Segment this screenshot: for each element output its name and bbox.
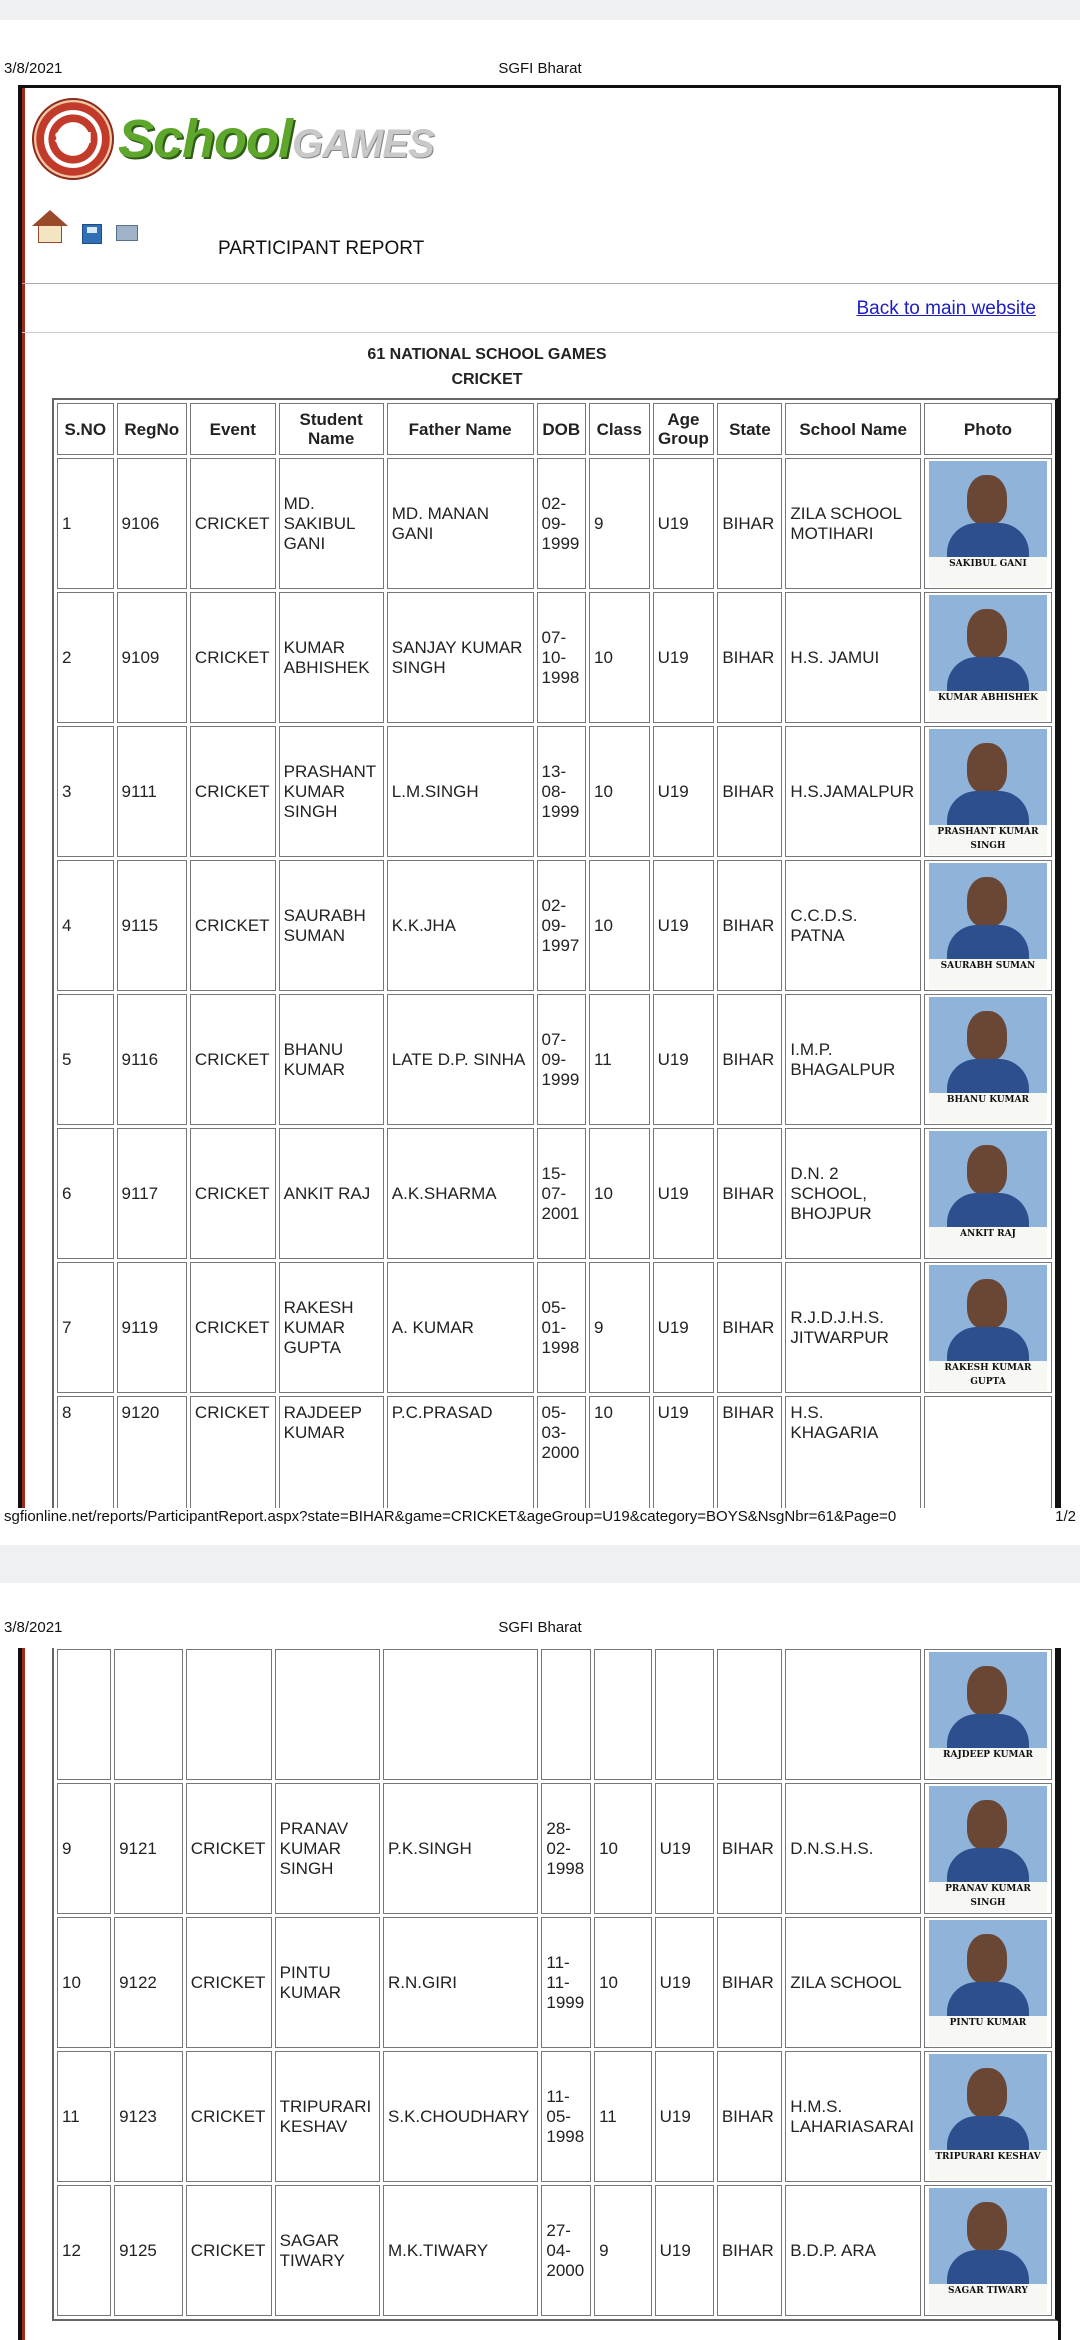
dob-cell: 11-05-1998 <box>541 2051 591 2182</box>
column-header: DOB <box>537 403 587 455</box>
father-name-cell: A. KUMAR <box>387 1262 534 1393</box>
dob-cell: 02-09-1999 <box>537 458 587 589</box>
report-frame <box>18 1648 1061 2340</box>
dob-cell: 13-08-1999 <box>537 726 587 857</box>
event-cell: CRICKET <box>190 994 276 1125</box>
photo-signature <box>929 1882 1047 1912</box>
sno-cell: 10 <box>57 1917 111 2048</box>
photo-cell <box>924 1262 1052 1393</box>
participant-photo <box>929 863 1047 989</box>
regno-cell: 9125 <box>114 2185 183 2316</box>
photo-caption: SAKIBUL GANI <box>949 558 1027 569</box>
age-group-cell: U19 <box>655 1917 714 2048</box>
photo-signature <box>929 2150 1047 2180</box>
school-name-cell: D.N. 2 SCHOOL, BHOJPUR <box>785 1128 920 1259</box>
table-row <box>57 2051 1052 2182</box>
column-header: Student Name <box>279 403 384 455</box>
state-cell: BIHAR <box>717 860 782 991</box>
father-name-cell: P.K.SINGH <box>383 1783 538 1914</box>
photo-cell <box>924 1649 1052 1780</box>
photo-signature <box>929 1227 1047 1257</box>
event-cell: CRICKET <box>190 860 276 991</box>
sno-cell: 6 <box>57 1128 114 1259</box>
age-group-cell: U19 <box>653 592 715 723</box>
event-cell: CRICKET <box>190 1128 276 1259</box>
school-name-cell: ZILA SCHOOL MOTIHARI <box>785 458 920 589</box>
event-line-2: CRICKET <box>451 371 523 388</box>
student-name-cell: SAURABH SUMAN <box>279 860 384 991</box>
regno-cell: 9116 <box>117 994 187 1125</box>
table-row <box>57 726 1052 857</box>
photo-signature <box>929 825 1047 855</box>
dob-cell: 28-02-1998 <box>541 1783 591 1914</box>
sno-cell: 5 <box>57 994 114 1125</box>
father-name-cell: L.M.SINGH <box>387 726 534 857</box>
father-name-cell: SANJAY KUMAR SINGH <box>387 592 534 723</box>
event-line-1: 61 NATIONAL SCHOOL GAMES <box>367 346 607 363</box>
sno-cell: 1 <box>57 458 114 589</box>
participant-table <box>52 398 1058 1508</box>
school-name-cell: H.S. JAMUI <box>785 592 920 723</box>
student-name-cell: TRIPURARI KESHAV <box>275 2051 380 2182</box>
state-cell: BIHAR <box>717 1917 782 2048</box>
participant-photo <box>929 461 1047 587</box>
age-group-cell: U19 <box>655 2185 714 2316</box>
photo-cell <box>924 994 1052 1125</box>
dob-cell: 15-07-2001 <box>537 1128 587 1259</box>
report-toolbar <box>32 210 138 244</box>
photo-caption: SAURABH SUMAN <box>940 960 1036 971</box>
class-cell: 11 <box>589 994 650 1125</box>
table-row <box>57 1783 1052 1914</box>
school-name-cell: B.D.P. ARA <box>785 2185 921 2316</box>
sno-cell: 2 <box>57 592 114 723</box>
state-cell: BIHAR <box>717 1262 782 1393</box>
event-cell: CRICKET <box>186 2051 272 2182</box>
table-row <box>57 2185 1052 2316</box>
state-cell: BIHAR <box>717 592 782 723</box>
class-cell: 9 <box>589 458 650 589</box>
class-cell: 10 <box>594 1783 652 1914</box>
regno-cell: 9119 <box>117 1262 187 1393</box>
age-group-cell: U19 <box>655 1783 714 1914</box>
student-name-cell: MD. SAKIBUL GANI <box>279 458 384 589</box>
school-name-cell: R.J.D.J.H.S. JITWARPUR <box>785 1262 920 1393</box>
photo-caption: RAKESH KUMAR GUPTA <box>944 1362 1032 1387</box>
divider <box>22 283 1058 284</box>
father-name-cell: P.C.PRASAD <box>387 1396 534 1508</box>
photo-cell <box>924 2185 1052 2316</box>
state-cell: BIHAR <box>717 1396 782 1508</box>
class-cell: 10 <box>589 1128 650 1259</box>
state-cell: BIHAR <box>717 726 782 857</box>
sno-cell: 8 <box>57 1396 114 1508</box>
state-cell: BIHAR <box>717 2185 782 2316</box>
home-icon[interactable] <box>32 210 68 244</box>
photo-signature <box>929 691 1047 721</box>
age-group-cell: U19 <box>653 1262 715 1393</box>
sgfi-emblem: SGFI <box>32 98 114 180</box>
photo-caption: BHANU KUMAR <box>946 1094 1029 1105</box>
column-header: Age Group <box>653 403 715 455</box>
print-title: SGFI Bharat <box>498 60 582 77</box>
class-cell: 10 <box>594 1917 652 2048</box>
empty-cell <box>114 1649 183 1780</box>
participant-table-wrap <box>52 1648 1058 2321</box>
participant-table-wrap <box>52 398 1058 1508</box>
table-header-row <box>57 403 1052 455</box>
dob-cell: 07-10-1998 <box>537 592 587 723</box>
column-header: School Name <box>785 403 920 455</box>
photo-signature <box>929 1093 1047 1123</box>
participant-photo <box>929 1786 1047 1912</box>
age-group-cell: U19 <box>653 458 715 589</box>
table-row <box>57 458 1052 589</box>
father-name-cell: A.K.SHARMA <box>387 1128 534 1259</box>
footer-url: sgfionline.net/reports/ParticipantReport.aspx?state=BIHAR&game=CRICKET&ageGroup=U19&category=BOYS&NsgNbr=61&Page=0 <box>4 1508 897 1525</box>
father-name-cell: M.K.TIWARY <box>383 2185 538 2316</box>
student-name-cell: KUMAR ABHISHEK <box>279 592 384 723</box>
regno-cell: 9117 <box>117 1128 187 1259</box>
school-name-cell: I.M.P. BHAGALPUR <box>785 994 920 1125</box>
event-cell: CRICKET <box>190 458 276 589</box>
father-name-cell: S.K.CHOUDHARY <box>383 2051 538 2182</box>
regno-cell: 9106 <box>117 458 187 589</box>
class-cell: 10 <box>589 860 650 991</box>
event-cell: CRICKET <box>190 726 276 857</box>
empty-cell <box>186 1649 272 1780</box>
participant-photo <box>929 1265 1047 1391</box>
photo-signature <box>929 2016 1047 2046</box>
dob-cell: 27-04-2000 <box>541 2185 591 2316</box>
student-name-cell: PRANAV KUMAR SINGH <box>275 1783 380 1914</box>
father-name-cell: MD. MANAN GANI <box>387 458 534 589</box>
photo-cell <box>924 458 1052 589</box>
column-header: S.NO <box>57 403 114 455</box>
photo-caption: KUMAR ABHISHEK <box>938 692 1038 703</box>
dob-cell: 05-01-1998 <box>537 1262 587 1393</box>
school-name-cell: C.C.D.S. PATNA <box>785 860 920 991</box>
empty-cell <box>785 1649 921 1780</box>
participant-table <box>52 1648 1058 2321</box>
empty-cell <box>57 1649 111 1780</box>
event-cell: CRICKET <box>186 1783 272 1914</box>
photo-caption: PINTU KUMAR <box>949 2017 1027 2028</box>
photo-caption: ANKIT RAJ <box>960 1228 1016 1239</box>
table-row <box>57 1262 1052 1393</box>
sno-cell: 3 <box>57 726 114 857</box>
state-cell: BIHAR <box>717 1128 782 1259</box>
print-title: SGFI Bharat <box>498 1619 582 1636</box>
class-cell: 11 <box>594 2051 652 2182</box>
participant-photo <box>929 2054 1047 2180</box>
school-name-cell: H.S. KHAGARIA <box>785 1396 920 1508</box>
photo-cell <box>924 592 1052 723</box>
regno-cell: 9109 <box>117 592 187 723</box>
event-cell: CRICKET <box>186 2185 272 2316</box>
table-row <box>57 1917 1052 2048</box>
sno-cell: 4 <box>57 860 114 991</box>
class-cell: 10 <box>589 726 650 857</box>
state-cell: BIHAR <box>717 1783 782 1914</box>
student-name-cell: BHANU KUMAR <box>279 994 384 1125</box>
divider <box>22 332 1058 333</box>
photo-signature <box>929 1748 1047 1778</box>
sno-cell: 12 <box>57 2185 111 2316</box>
age-group-cell: U19 <box>653 860 715 991</box>
pdf-page-1 <box>0 20 1080 1545</box>
age-group-cell: U19 <box>653 726 715 857</box>
print-icon[interactable] <box>116 225 138 241</box>
regno-cell: 9123 <box>114 2051 183 2182</box>
class-cell: 9 <box>589 1262 650 1393</box>
school-name-cell: H.M.S. LAHARIASARAI <box>785 2051 921 2182</box>
table-row-continued <box>57 1649 1052 1780</box>
school-name-cell: ZILA SCHOOL <box>785 1917 921 2048</box>
father-name-cell: R.N.GIRI <box>383 1917 538 2048</box>
regno-cell: 9115 <box>117 860 187 991</box>
participant-photo <box>929 595 1047 721</box>
sno-cell: 7 <box>57 1262 114 1393</box>
regno-cell: 9122 <box>114 1917 183 2048</box>
photo-caption: SAGAR TIWARY <box>948 2285 1028 2296</box>
column-header: Photo <box>924 403 1052 455</box>
column-header: Father Name <box>387 403 534 455</box>
participant-photo <box>929 729 1047 855</box>
print-date: 3/8/2021 <box>4 60 63 77</box>
participant-photo <box>929 1652 1047 1778</box>
school-name-cell: H.S.JAMALPUR <box>785 726 920 857</box>
age-group-cell: U19 <box>653 1396 715 1508</box>
table-row <box>57 1128 1052 1259</box>
photo-cell <box>924 726 1052 857</box>
logo-wordmark <box>118 108 434 170</box>
photo-caption: TRIPURARI KESHAV <box>935 2151 1041 2162</box>
empty-cell <box>594 1649 652 1780</box>
age-group-cell: U19 <box>653 994 715 1125</box>
save-icon[interactable] <box>82 224 102 244</box>
student-name-cell: ANKIT RAJ <box>279 1128 384 1259</box>
column-header: Event <box>190 403 276 455</box>
logo-school: School <box>118 109 293 169</box>
sno-cell: 11 <box>57 2051 111 2182</box>
back-to-main-website-link[interactable]: Back to main website <box>856 298 1036 319</box>
photo-signature <box>929 557 1047 587</box>
event-cell: CRICKET <box>190 592 276 723</box>
empty-cell <box>541 1649 591 1780</box>
father-name-cell: LATE D.P. SINHA <box>387 994 534 1125</box>
student-name-cell: PINTU KUMAR <box>275 1917 380 2048</box>
class-cell: 10 <box>589 592 650 723</box>
photo-caption: RAJDEEP KUMAR <box>943 1749 1033 1760</box>
report-frame <box>18 85 1061 1508</box>
dob-cell: 05-03-2000 <box>537 1396 587 1508</box>
photo-cell <box>924 2051 1052 2182</box>
report-label: PARTICIPANT REPORT <box>218 238 425 259</box>
regno-cell: 9121 <box>114 1783 183 1914</box>
column-header: RegNo <box>117 403 187 455</box>
regno-cell: 9120 <box>117 1396 187 1508</box>
father-name-cell: K.K.JHA <box>387 860 534 991</box>
dob-cell: 07-09-1999 <box>537 994 587 1125</box>
sno-cell: 9 <box>57 1783 111 1914</box>
class-cell: 9 <box>594 2185 652 2316</box>
photo-cell <box>924 1128 1052 1259</box>
photo-cell <box>924 860 1052 991</box>
event-cell: CRICKET <box>190 1396 276 1508</box>
empty-cell <box>655 1649 714 1780</box>
state-cell: BIHAR <box>717 994 782 1125</box>
event-title <box>22 342 952 392</box>
photo-cell <box>924 1396 1052 1508</box>
empty-cell <box>275 1649 380 1780</box>
age-group-cell: U19 <box>653 1128 715 1259</box>
table-row <box>57 1396 1052 1508</box>
photo-signature <box>929 1361 1047 1391</box>
photo-signature <box>929 959 1047 989</box>
class-cell: 10 <box>589 1396 650 1508</box>
age-group-cell: U19 <box>655 2051 714 2182</box>
footer-page-number: 1/2 <box>1055 1508 1076 1525</box>
participant-photo <box>929 997 1047 1123</box>
state-cell: BIHAR <box>717 458 782 589</box>
school-games-logo <box>32 98 434 180</box>
state-cell: BIHAR <box>717 2051 782 2182</box>
photo-caption: PRASHANT KUMAR SINGH <box>937 826 1039 851</box>
event-cell: CRICKET <box>190 1262 276 1393</box>
photo-cell <box>924 1917 1052 2048</box>
empty-cell <box>383 1649 538 1780</box>
participant-photo <box>929 1131 1047 1257</box>
table-row <box>57 592 1052 723</box>
event-cell: CRICKET <box>186 1917 272 2048</box>
student-name-cell: RAKESH KUMAR GUPTA <box>279 1262 384 1393</box>
school-name-cell: D.N.S.H.S. <box>785 1783 921 1914</box>
student-name-cell: SAGAR TIWARY <box>275 2185 380 2316</box>
table-row <box>57 860 1052 991</box>
pdf-page-2 <box>0 1583 1080 2340</box>
photo-signature <box>929 2284 1047 2314</box>
photo-cell <box>924 1783 1052 1914</box>
student-name-cell: PRASHANT KUMAR SINGH <box>279 726 384 857</box>
column-header: Class <box>589 403 650 455</box>
photo-caption: PRANAV KUMAR SINGH <box>945 1883 1031 1908</box>
regno-cell: 9111 <box>117 726 187 857</box>
column-header: State <box>717 403 782 455</box>
dob-cell: 02-09-1997 <box>537 860 587 991</box>
print-date: 3/8/2021 <box>4 1619 63 1636</box>
student-name-cell: RAJDEEP KUMAR <box>279 1396 384 1508</box>
table-row <box>57 994 1052 1125</box>
participant-photo <box>929 2188 1047 2314</box>
empty-cell <box>717 1649 782 1780</box>
logo-games: GAMES <box>292 122 434 166</box>
participant-photo <box>929 1920 1047 2046</box>
dob-cell: 11-11-1999 <box>541 1917 591 2048</box>
